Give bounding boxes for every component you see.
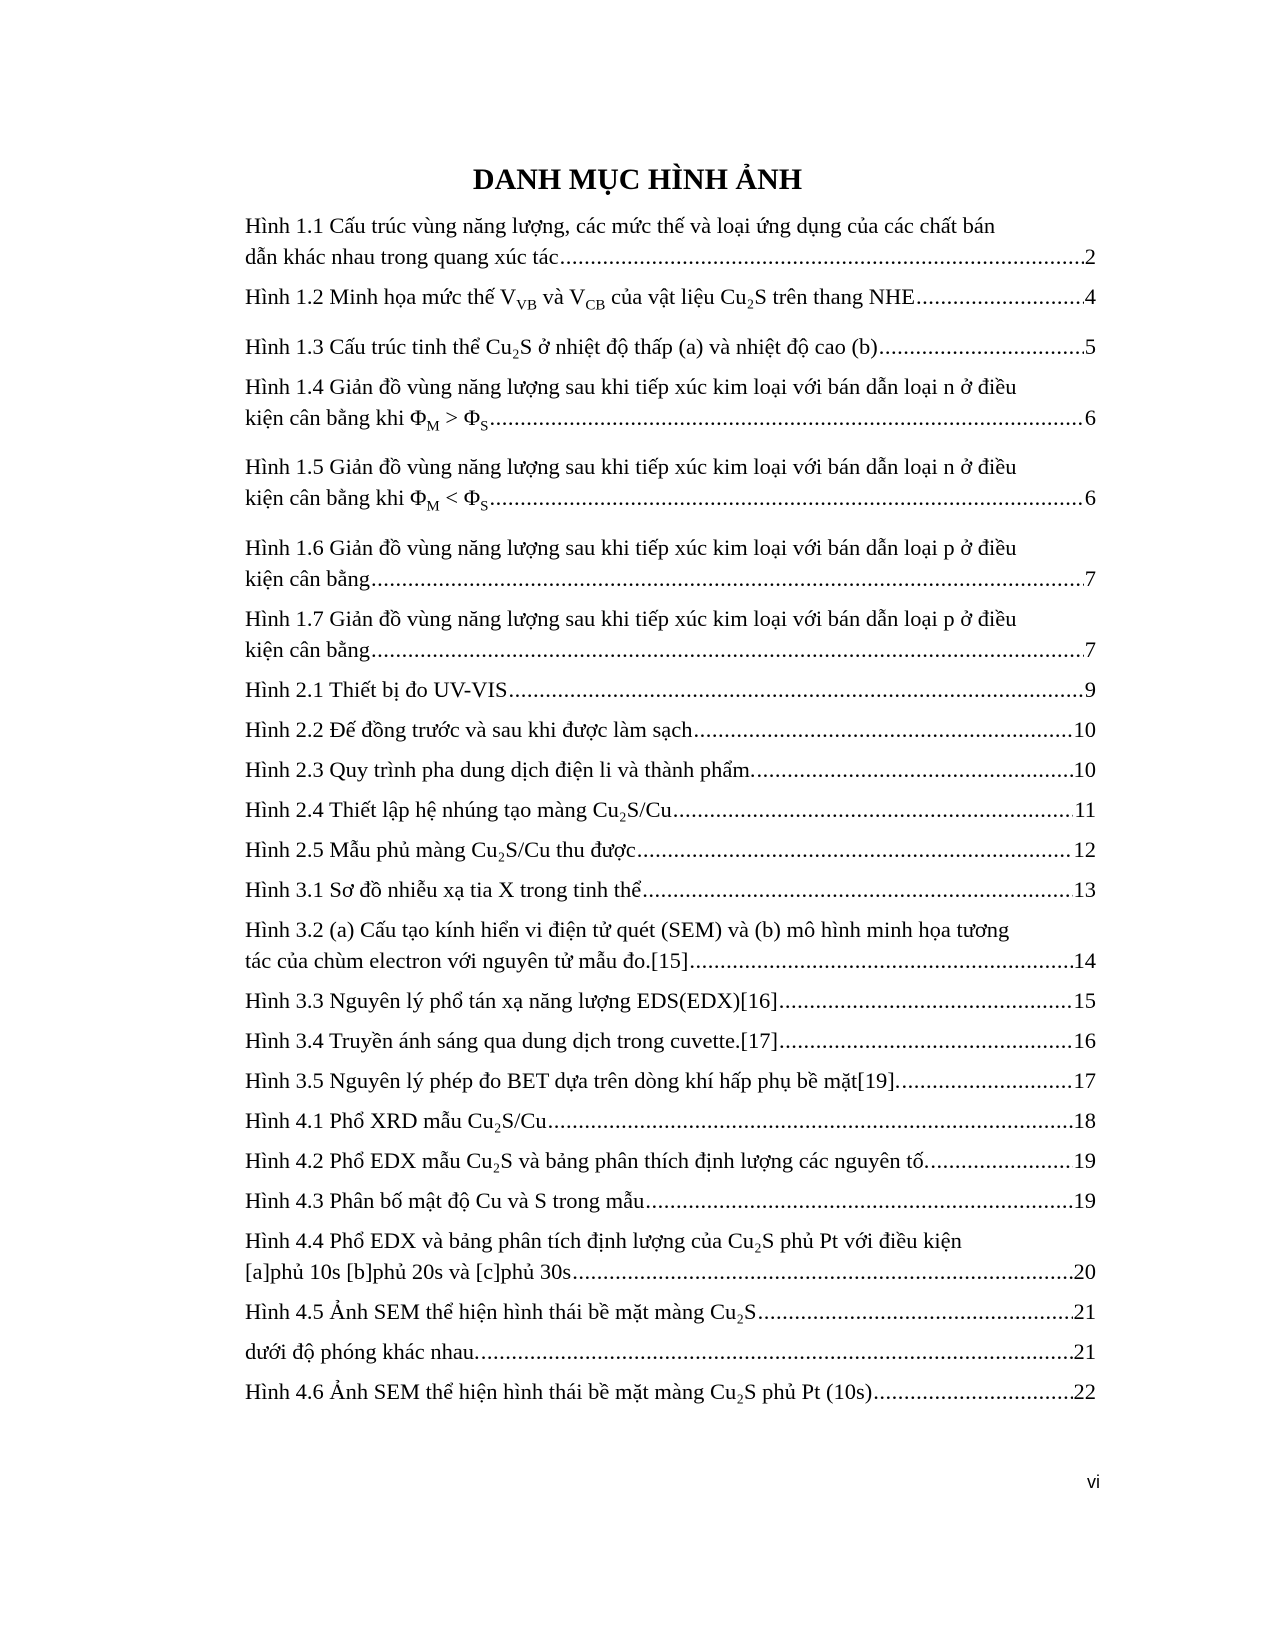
- dot-leader: [548, 1105, 1073, 1136]
- toc-entry-page: 6: [1084, 485, 1096, 510]
- toc-entry[interactable]: [245, 674, 1096, 705]
- toc-entry[interactable]: [245, 834, 1096, 865]
- toc-entry-last-line: [245, 945, 1096, 976]
- toc-entry-last-line: [245, 1376, 1096, 1407]
- dot-leader: [560, 241, 1084, 272]
- toc-entry-first-line: Hình 4.4 Phổ EDX và bảng phân tích định lượng của Cu₂S phủ Pt với điều kiện: [245, 1227, 962, 1253]
- toc-entry-first-line: Hình 1.4 Giản đồ vùng năng lượng sau khi tiếp xúc kim loại với bán dẫn loại n ở điều: [245, 373, 1017, 399]
- toc-entry[interactable]: [245, 371, 1096, 443]
- toc-entry-page: 21: [1073, 1298, 1096, 1324]
- toc-entry-last-line: [245, 402, 1096, 443]
- dot-leader: [645, 1185, 1072, 1216]
- toc-entry-last-line: [245, 1185, 1096, 1216]
- toc-entry[interactable]: [245, 1105, 1096, 1136]
- toc-entry-page: 13: [1073, 876, 1096, 902]
- toc-entry-text: kiện cân bằng khi $\Phi_M > \Phi_S$: [245, 404, 489, 434]
- toc-entry-first-line: Hình 1.1 Cấu trúc vùng năng lượng, các mức thế và loại ứng dụng của các chất bán: [245, 213, 996, 238]
- toc-entry-page: 10: [1073, 756, 1096, 782]
- toc-entry-text: Hình 3.1 Sơ đồ nhiễu xạ tia X trong tinh thể: [245, 876, 642, 902]
- toc-entry-text: Hình 1.3 Cấu trúc tinh thể Cu₂S ở nhiệt độ thấp (a) và nhiệt độ cao (b): [245, 333, 878, 359]
- dot-leader: [637, 834, 1073, 865]
- toc-entry-page: 4: [1084, 284, 1096, 309]
- toc-entry-page: 17: [1073, 1067, 1096, 1093]
- toc-entry[interactable]: [245, 451, 1096, 523]
- toc-entry-text: Hình 3.5 Nguyên lý phép đo BET dựa trên dòng khí hấp phụ bề mặt[19].: [245, 1067, 901, 1093]
- toc-entry[interactable]: [245, 1185, 1096, 1216]
- toc-entry-last-line: [245, 985, 1096, 1016]
- toc-entry[interactable]: [245, 603, 1096, 665]
- toc-entry-last-line: [245, 634, 1096, 665]
- toc-entry-page: 11: [1074, 796, 1096, 822]
- toc-entry-text: Hình 2.1 Thiết bị đo UV-VIS: [245, 676, 508, 702]
- dot-leader: [916, 281, 1084, 312]
- toc-entry[interactable]: [245, 714, 1096, 745]
- toc-entry-page: 6: [1084, 404, 1096, 430]
- dot-leader: [901, 1065, 1072, 1096]
- toc-entry-text: Hình 4.1 Phổ XRD mẫu Cu₂S/Cu: [245, 1107, 547, 1133]
- dot-leader: [489, 402, 1083, 433]
- toc-entry-text: dưới độ phóng khác nhau.: [245, 1338, 480, 1364]
- page-number: vi: [1087, 1472, 1100, 1492]
- dot-leader: [779, 1025, 1072, 1056]
- toc-entry[interactable]: [245, 1225, 1096, 1287]
- toc-entry-page: 2: [1084, 244, 1096, 269]
- toc-entry-text: Hình 1.2 Minh họa mức thế $V_{VB}$ và $V_{CB}$ của vật liệu Cu₂S trên thang NHE: [245, 284, 915, 314]
- toc-entry-text: Hình 3.3 Nguyên lý phổ tán xạ năng lượng EDS(EDX)[16]: [245, 987, 778, 1013]
- toc-entry-text: kiện cân bằng: [245, 565, 370, 591]
- toc-entry-text: kiện cân bằng: [245, 636, 370, 662]
- toc-entry[interactable]: [245, 914, 1096, 976]
- toc-entry-first-line: Hình 1.7 Giản đồ vùng năng lượng sau khi tiếp xúc kim loại với bán dẫn loại p ở điều: [245, 605, 1017, 631]
- toc-entry-last-line: [245, 754, 1096, 785]
- toc-entry-text: dẫn khác nhau trong quang xúc tác: [245, 244, 559, 269]
- dot-leader: [758, 1296, 1073, 1327]
- toc-entry-page: 16: [1073, 1027, 1096, 1053]
- toc-entry[interactable]: [245, 1336, 1096, 1367]
- dot-leader: [509, 674, 1084, 705]
- toc-entry-first-line: Hình 1.5 Giản đồ vùng năng lượng sau khi tiếp xúc kim loại với bán dẫn loại n ở điều: [245, 454, 1017, 479]
- toc-entry-last-line: [245, 563, 1096, 594]
- toc-entry-page: 5: [1084, 333, 1096, 359]
- dot-leader: [371, 563, 1084, 594]
- toc-entry-text: Hình 2.4 Thiết lập hệ nhúng tạo màng Cu₂S/Cu: [245, 796, 672, 822]
- dot-leader: [572, 1256, 1072, 1287]
- toc-entry[interactable]: [245, 210, 1096, 272]
- dot-leader: [873, 1376, 1072, 1407]
- toc-entry-page: 22: [1073, 1378, 1096, 1404]
- toc-entry-page: 14: [1073, 947, 1096, 973]
- dot-leader: [779, 985, 1073, 1016]
- toc-entry-page: 19: [1073, 1147, 1096, 1173]
- dot-leader: [693, 714, 1072, 745]
- toc-entry-last-line: [245, 1145, 1096, 1176]
- toc-entry-text: Hình 4.2 Phổ EDX mẫu Cu₂S và bảng phân thích định lượng các nguyên tố.: [245, 1147, 930, 1173]
- toc-entry-page: 21: [1073, 1338, 1096, 1364]
- toc-entry-last-line: [245, 1336, 1096, 1367]
- toc-entry-text: [a]phủ 10s [b]phủ 20s và [c]phủ 30s: [245, 1258, 572, 1284]
- toc-entry[interactable]: [245, 331, 1096, 362]
- page-title: DANH MỤC HÌNH ẢNH: [472, 163, 803, 196]
- toc-entry-last-line: [245, 1065, 1096, 1096]
- toc-entry-last-line: [245, 241, 1096, 272]
- dot-leader: [642, 874, 1072, 905]
- toc-entry-page: 9: [1084, 676, 1096, 702]
- toc-entry-last-line: [245, 874, 1096, 905]
- toc-entry-last-line: [245, 1025, 1096, 1056]
- dot-leader: [879, 331, 1084, 362]
- toc-entry-page: 12: [1073, 836, 1096, 862]
- toc-entry-last-line: [245, 482, 1096, 523]
- toc-entry-last-line: [245, 1256, 1096, 1287]
- toc-entry-last-line: [245, 834, 1096, 865]
- toc-entry-last-line: [245, 281, 1096, 322]
- dot-leader: [481, 1336, 1073, 1367]
- toc-entry[interactable]: [245, 1145, 1096, 1176]
- toc-entry-page: 7: [1084, 565, 1096, 591]
- toc-entry-text: Hình 4.6 Ảnh SEM thể hiện hình thái bề mặt màng Cu₂S phủ Pt (10s): [245, 1378, 873, 1404]
- toc-entry[interactable]: [245, 532, 1096, 594]
- dot-leader: [673, 794, 1074, 825]
- toc-entry-text: kiện cân bằng khi $\Phi_M < \Phi_S$: [245, 485, 489, 515]
- toc-entry-last-line: [245, 1105, 1096, 1136]
- toc-entry-text: Hình 2.2 Đế đồng trước và sau khi được làm sạch: [245, 716, 693, 742]
- toc-entry[interactable]: [245, 874, 1096, 905]
- toc-entry[interactable]: [245, 794, 1096, 825]
- toc-entry[interactable]: [245, 754, 1096, 785]
- toc-entry[interactable]: [245, 985, 1096, 1016]
- dot-leader: [930, 1145, 1072, 1176]
- toc-entry-page: 19: [1073, 1187, 1096, 1213]
- toc-entry-text: Hình 4.5 Ảnh SEM thể hiện hình thái bề mặt màng Cu₂S: [245, 1298, 757, 1324]
- toc-entry-last-line: [245, 794, 1096, 825]
- figure-list: [245, 210, 1096, 1416]
- toc-entry-last-line: [245, 714, 1096, 745]
- toc-entry-text: Hình 2.3 Quy trình pha dung dịch điện li và thành phẩm.: [245, 756, 756, 782]
- toc-entry-page: 18: [1073, 1107, 1096, 1133]
- toc-entry[interactable]: [245, 1025, 1096, 1056]
- toc-entry-text: tác của chùm electron với nguyên tử mẫu đo.[15]: [245, 947, 689, 973]
- toc-entry-first-line: Hình 3.2 (a) Cấu tạo kính hiển vi điện tử quét (SEM) và (b) mô hình minh họa tương: [245, 916, 1010, 942]
- toc-entry-last-line: [245, 674, 1096, 705]
- toc-entry-page: 15: [1073, 987, 1096, 1013]
- toc-entry-page: 20: [1073, 1258, 1096, 1284]
- dot-leader: [371, 634, 1084, 665]
- toc-entry-last-line: [245, 1296, 1096, 1327]
- toc-entry-text: Hình 2.5 Mẫu phủ màng Cu₂S/Cu thu được: [245, 836, 636, 862]
- toc-entry-last-line: [245, 331, 1096, 362]
- toc-entry[interactable]: [245, 1376, 1096, 1407]
- toc-entry[interactable]: [245, 1065, 1096, 1096]
- toc-entry-text: Hình 4.3 Phân bố mật độ Cu và S trong mẫu: [245, 1187, 645, 1213]
- dot-leader: [757, 754, 1073, 785]
- toc-entry-text: Hình 3.4 Truyền ánh sáng qua dung dịch trong cuvette.[17]: [245, 1027, 779, 1053]
- toc-entry[interactable]: [245, 1296, 1096, 1327]
- dot-leader: [489, 482, 1083, 513]
- toc-entry-page: 10: [1073, 716, 1096, 742]
- dot-leader: [689, 945, 1072, 976]
- toc-entry-first-line: Hình 1.6 Giản đồ vùng năng lượng sau khi tiếp xúc kim loại với bán dẫn loại p ở điều: [245, 534, 1017, 560]
- toc-entry-page: 7: [1084, 636, 1096, 662]
- toc-entry[interactable]: [245, 281, 1096, 322]
